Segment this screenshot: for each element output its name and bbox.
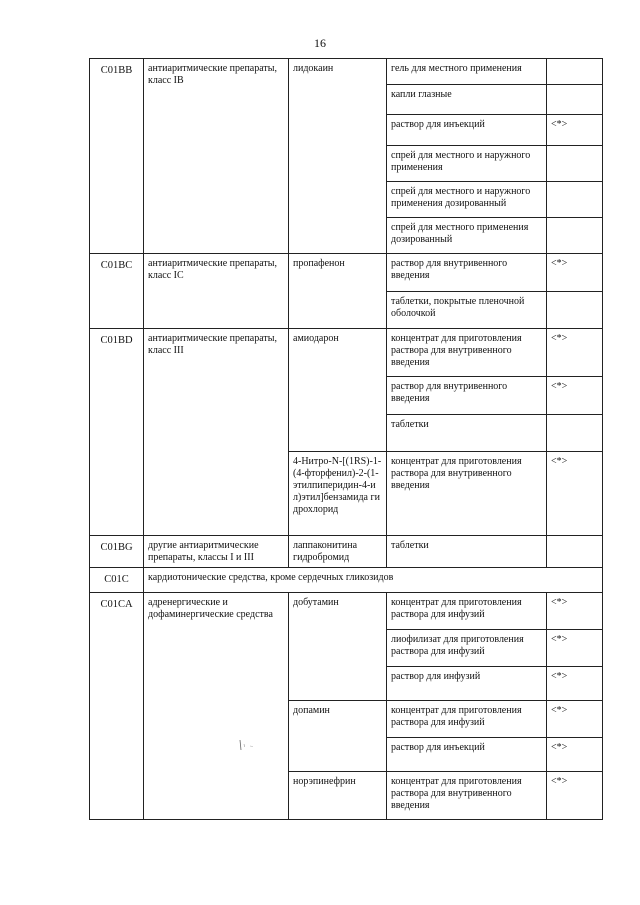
dosage-form: раствор для инфузий: [387, 667, 547, 701]
note: [547, 415, 603, 452]
atc-code: C01BC: [90, 254, 144, 329]
table-row: [90, 59, 603, 85]
drug-name: добутамин: [289, 593, 387, 701]
note: <*>: [547, 593, 603, 630]
dosage-form: лиофилизат для приготовления раствора для инфузий: [387, 630, 547, 667]
table-row: [90, 254, 603, 292]
drug-name: допамин: [289, 701, 387, 772]
drug-name: норэпинефрин: [289, 772, 387, 820]
note: [547, 146, 603, 182]
atc-code: C01BB: [90, 59, 144, 254]
note: <*>: [547, 630, 603, 667]
dosage-form: концентрат для приготовления раствора для внутривенного введения: [387, 452, 547, 536]
atc-code: C01BG: [90, 536, 144, 568]
dosage-form: раствор для внутривенного введения: [387, 254, 547, 292]
note: [547, 85, 603, 115]
note: [547, 218, 603, 254]
note: [547, 536, 603, 568]
note: [547, 182, 603, 218]
atc-code: C01BD: [90, 329, 144, 536]
page-number: 16: [314, 36, 326, 50]
note: <*>: [547, 377, 603, 415]
dosage-form: таблетки, покрытые пленочной оболочкой: [387, 292, 547, 329]
note: <*>: [547, 254, 603, 292]
dosage-form: раствор для внутривенного введения: [387, 377, 547, 415]
note: <*>: [547, 772, 603, 820]
drug-name: пропафенон: [289, 254, 387, 329]
drug-table: [89, 58, 603, 820]
table-row: [90, 329, 603, 377]
dosage-form: спрей для местного и наружного применения дозированный: [387, 182, 547, 218]
note: <*>: [547, 667, 603, 701]
dosage-form: концентрат для приготовления раствора для инфузий: [387, 701, 547, 738]
atc-group: антиаритмические препараты, класс IB: [144, 59, 289, 254]
table-row: [90, 568, 603, 593]
dosage-form: таблетки: [387, 415, 547, 452]
note: <*>: [547, 738, 603, 772]
dosage-form: спрей для местного применения дозированный: [387, 218, 547, 254]
atc-code: C01CA: [90, 593, 144, 820]
dosage-form: спрей для местного и наружного применения: [387, 146, 547, 182]
dosage-form: раствор для инъекций: [387, 115, 547, 146]
atc-group: адренергические и дофаминергические средства: [144, 593, 289, 820]
atc-code: C01C: [90, 568, 144, 593]
dosage-form: концентрат для приготовления раствора для внутривенного введения: [387, 772, 547, 820]
atc-group: кардиотонические средства, кроме сердечных гликозидов: [144, 568, 603, 593]
scan-mark: [236, 738, 258, 752]
dosage-form: концентрат для приготовления раствора для внутривенного введения: [387, 329, 547, 377]
note: [547, 292, 603, 329]
table-row: [90, 593, 603, 630]
drug-name: лидокаин: [289, 59, 387, 254]
dosage-form: капли глазные: [387, 85, 547, 115]
atc-group: другие антиаритмические препараты, классы I и III: [144, 536, 289, 568]
drug-name: 4-Нитро-N-[(1RS)-1-(4-фторфенил)-2-(1-этилпиперидин-4-ил)этил]бензамида гидрохлорид: [289, 452, 387, 536]
dosage-form: концентрат для приготовления раствора для инфузий: [387, 593, 547, 630]
note: <*>: [547, 115, 603, 146]
note: <*>: [547, 329, 603, 377]
dosage-form: раствор для инъекций: [387, 738, 547, 772]
dosage-form: гель для местного применения: [387, 59, 547, 85]
drug-name: лаппаконитина гидробромид: [289, 536, 387, 568]
atc-group: антиаритмические препараты, класс III: [144, 329, 289, 536]
drug-name: амиодарон: [289, 329, 387, 452]
atc-group: антиаритмические препараты, класс IC: [144, 254, 289, 329]
dosage-form: таблетки: [387, 536, 547, 568]
table-row: [90, 536, 603, 568]
note: [547, 59, 603, 85]
note: <*>: [547, 452, 603, 536]
note: <*>: [547, 701, 603, 738]
